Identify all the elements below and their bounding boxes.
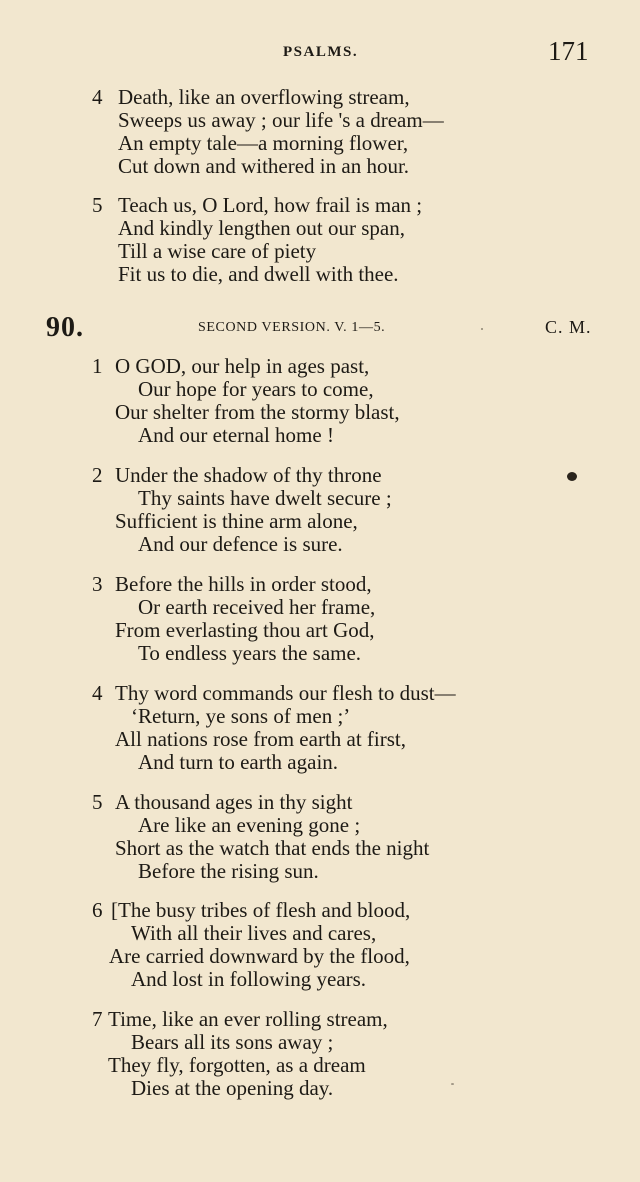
hymn-header [0, 314, 640, 344]
verse-line: And our defence is sure. [138, 532, 343, 556]
stanza-number: 5 [92, 790, 103, 814]
hymn-meter: C. M. [545, 317, 592, 337]
verse-line: Before the rising sun. [138, 859, 319, 883]
verse-line: Or earth received her frame, [138, 595, 376, 619]
ink-speck [481, 328, 483, 330]
stanza-number: 4 [92, 681, 103, 705]
stanza-number: 7 [92, 1007, 103, 1031]
verse-line: Teach us, O Lord, how frail is man ; [118, 193, 423, 217]
stanza-number: 2 [92, 463, 103, 487]
verse-line: Sweeps us away ; our life 's a dream— [118, 108, 444, 132]
running-title: PSALMS. [283, 44, 359, 60]
verse-line: Before the hills in order stood, [115, 572, 372, 596]
verse-line: All nations rose from earth at first, [115, 727, 407, 751]
verse-line: Fit us to die, and dwell with thee. [118, 262, 399, 286]
verse-line: With all their lives and cares, [131, 921, 377, 945]
hymn-number: 90. [46, 312, 84, 343]
verse-line: A thousand ages in thy sight [115, 790, 353, 814]
ink-speck [567, 472, 577, 481]
verse-line: [The busy tribes of flesh and blood, [111, 898, 411, 922]
stanza-number: 6 [92, 898, 103, 922]
verse-line: Bears all its sons away ; [131, 1030, 334, 1054]
stanza-number: 5 [92, 193, 103, 217]
verse-line: Time, like an ever rolling stream, [108, 1007, 388, 1031]
verse-line: An empty tale—a morning flower, [118, 131, 409, 155]
verse-line: Thy saints have dwelt secure ; [138, 486, 392, 510]
page-number: 171 [548, 36, 589, 66]
verse-line: O GOD, our help in ages past, [115, 354, 370, 378]
verse-line: ‘Return, ye sons of men ;’ [131, 704, 351, 728]
verse-line: Are carried downward by the flood, [109, 944, 410, 968]
verse-line: And our eternal home ! [138, 423, 334, 447]
verse-line: Sufficient is thine arm alone, [115, 509, 358, 533]
verse-line: From everlasting thou art God, [115, 618, 375, 642]
verse-line: To endless years the same. [138, 641, 362, 665]
ink-speck [451, 1083, 454, 1085]
verse-line: Our hope for years to come, [138, 377, 374, 401]
stanza-number: 1 [92, 354, 103, 378]
verse-line: Under the shadow of thy throne [115, 463, 382, 487]
hymn-title: SECOND VERSION. V. 1—5. [198, 320, 386, 335]
verse-line: They fly, forgotten, as a dream [108, 1053, 366, 1077]
verse-line: Cut down and withered in an hour. [118, 154, 410, 178]
stanza-number: 3 [92, 572, 103, 596]
verse-line: And lost in following years. [131, 967, 367, 991]
verse-line: Short as the watch that ends the night [115, 836, 430, 860]
verse-line: Are like an evening gone ; [138, 813, 361, 837]
verse-line: Death, like an overflowing stream, [118, 85, 410, 109]
stanza-number: 4 [92, 85, 103, 109]
verse-line: Thy word commands our flesh to dust— [115, 681, 456, 705]
verse-line: And kindly lengthen out our span, [118, 216, 405, 240]
verse-line: Dies at the opening day. [131, 1076, 334, 1100]
verse-line: Till a wise care of piety [118, 239, 317, 263]
verse-line: Our shelter from the stormy blast, [115, 400, 400, 424]
verse-line: And turn to earth again. [138, 750, 339, 774]
